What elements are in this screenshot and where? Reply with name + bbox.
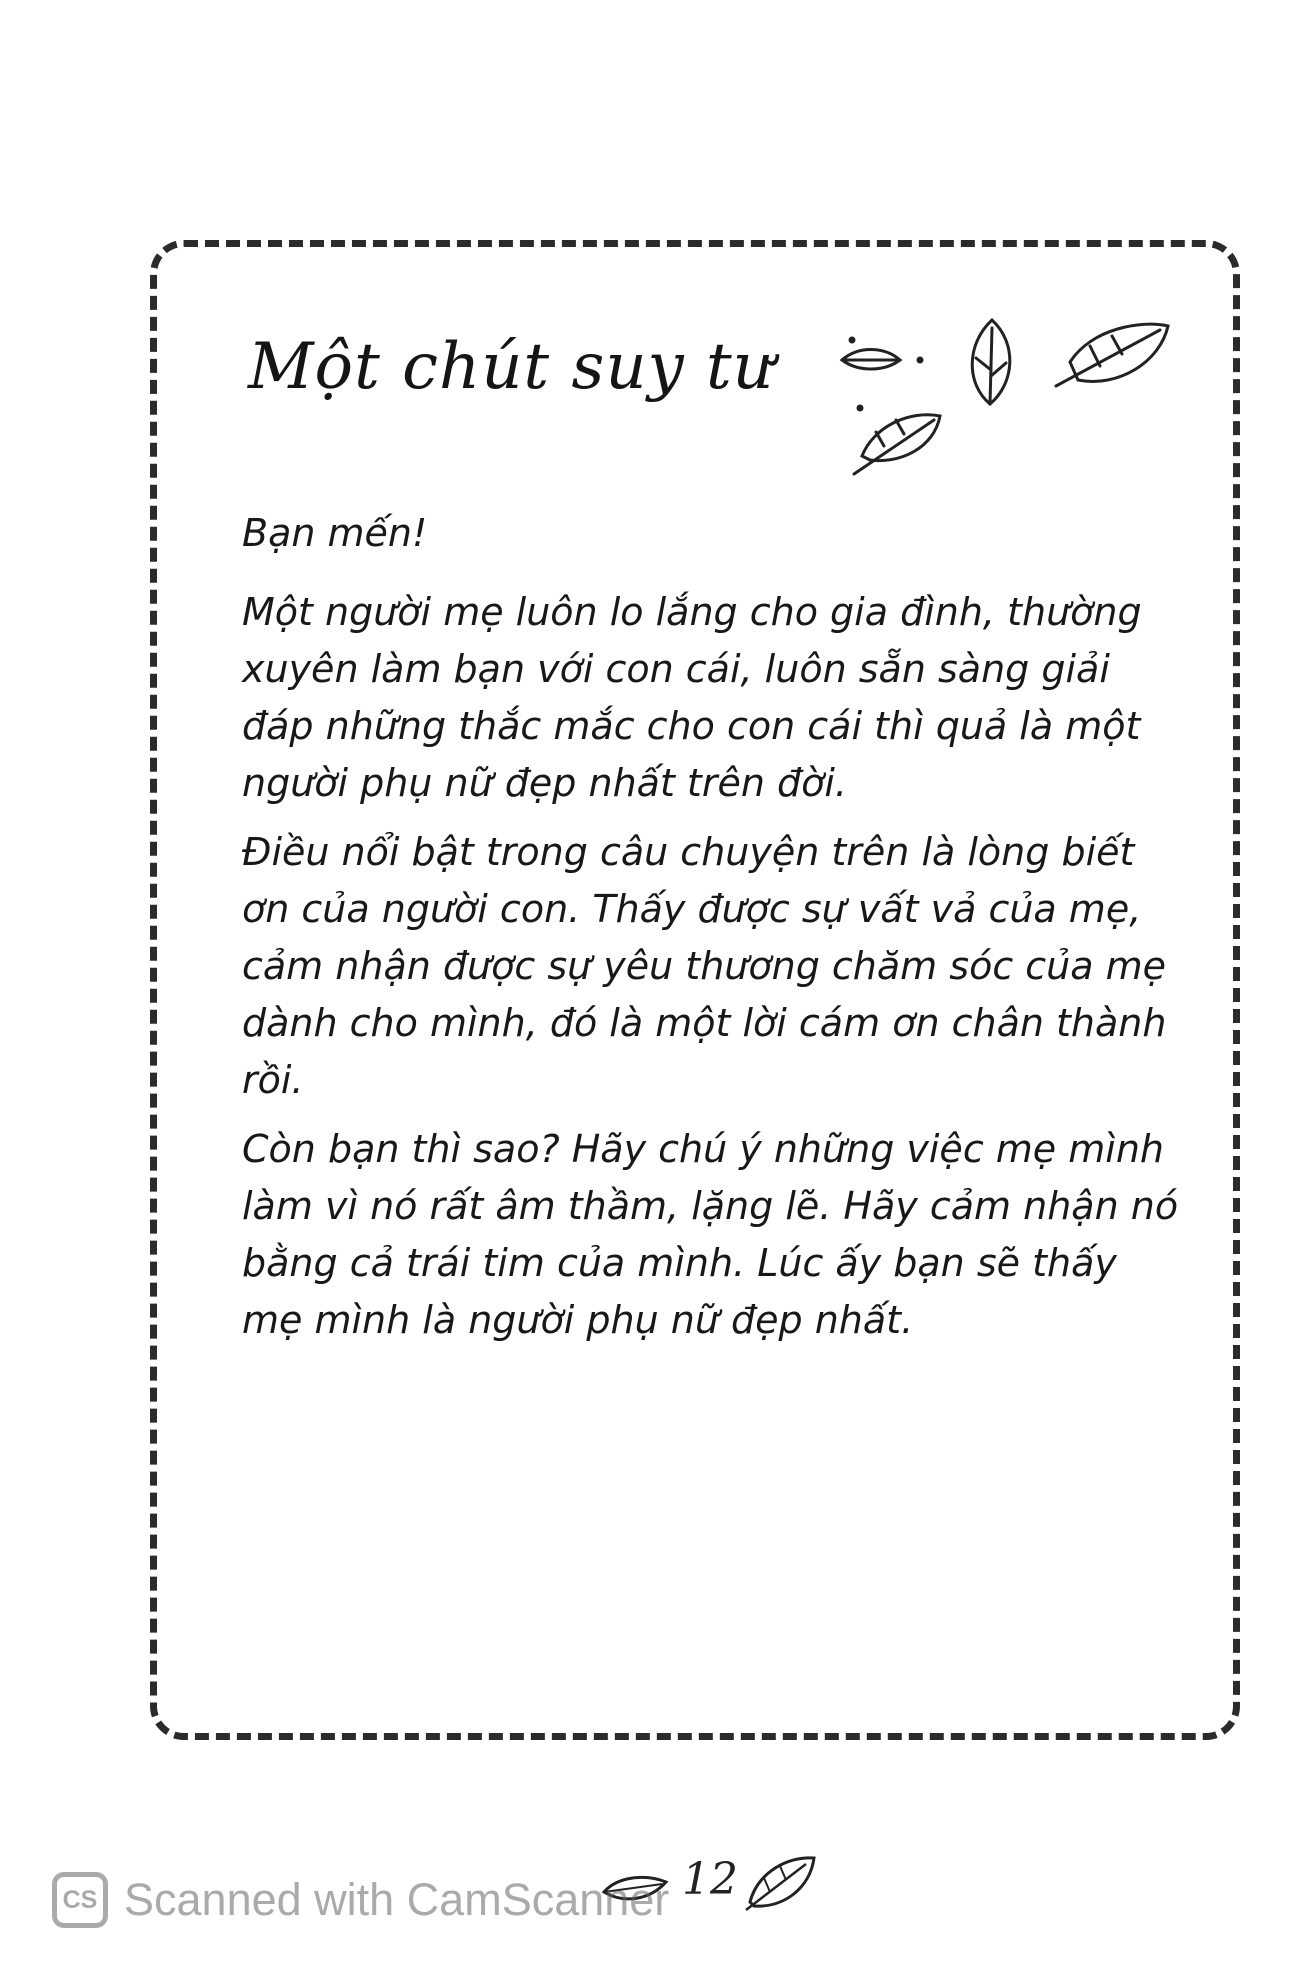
leaf-icon — [842, 338, 922, 369]
decorative-leaves — [830, 300, 1190, 490]
paragraph-1: Một người mẹ luôn lo lắng cho gia đình, thường xuyên làm bạn với con cái, luôn sẵn sàng giải đáp những thắc mắc cho con cái thì quả là một người phụ nữ đẹp nhất trên đời. — [242, 590, 1142, 805]
leaf-icon — [972, 320, 1010, 404]
page-title: Một chút suy tư — [248, 330, 775, 404]
camscanner-watermark — [52, 1860, 669, 1940]
page-number: 12 — [682, 1854, 738, 1905]
leaf-icon — [740, 1848, 820, 1918]
greeting: Bạn mến! — [242, 511, 428, 555]
paragraph-3: Còn bạn thì sao? Hãy chú ý những việc mẹ mình làm vì nó rất âm thầm, lặng lẽ. Hãy cảm nhận nó bằng cả trái tim của mình. Lúc ấy bạn sẽ thấy mẹ mình là người phụ nữ đẹp nhất. — [242, 1127, 1179, 1342]
watermark-text: Scanned with CamScanner — [124, 1874, 670, 1925]
camscanner-logo: CS — [52, 1872, 108, 1928]
body-text — [242, 505, 1182, 1361]
leaf-icon — [1056, 324, 1168, 386]
paragraph-2: Điều nổi bật trong câu chuyện trên là lòng biết ơn của người con. Thấy được sự vất vả của mẹ, cảm nhận được sự yêu thương chăm sóc của mẹ dành cho mình, đó là một lời cám ơn chân thành rồi. — [242, 830, 1167, 1102]
leaf-icon — [854, 406, 940, 474]
